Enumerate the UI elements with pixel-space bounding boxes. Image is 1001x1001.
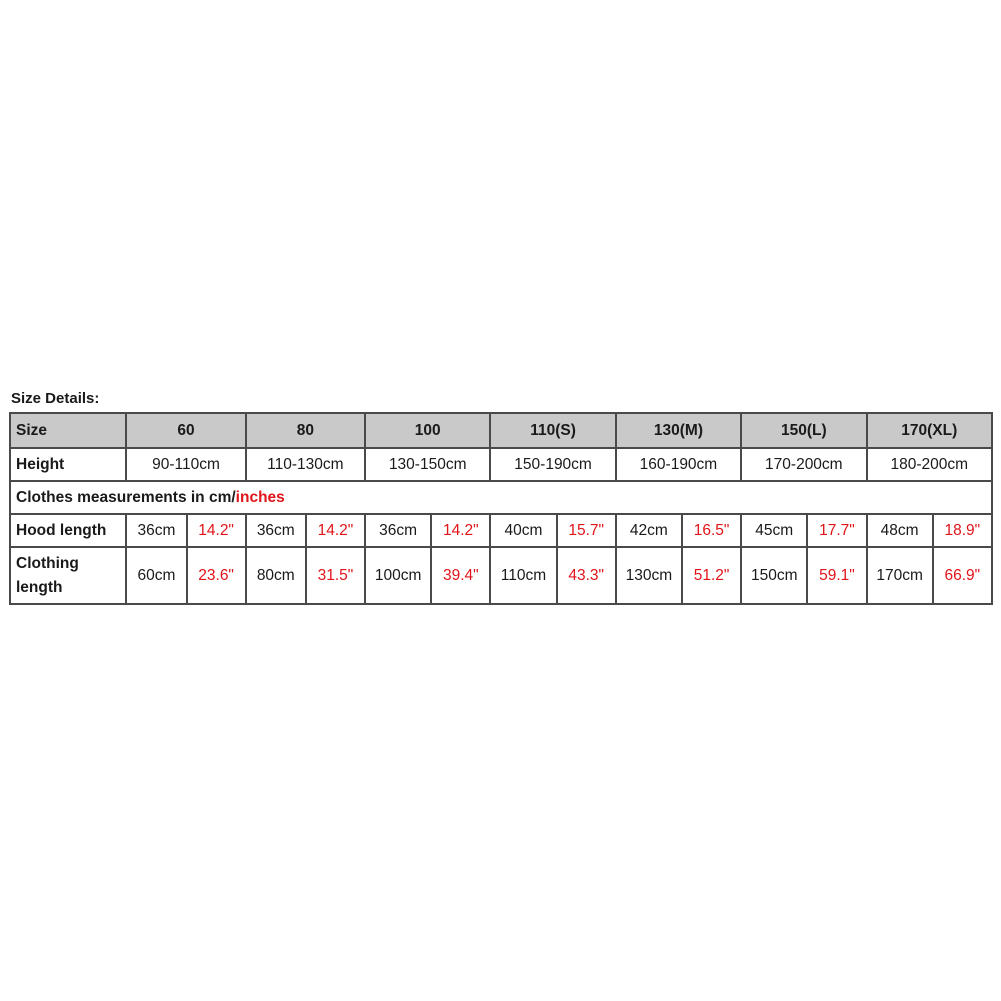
clothing-inch-cell: 43.3"	[557, 547, 616, 604]
size-label: Size	[10, 413, 126, 448]
clothing-inch-cell: 66.9"	[933, 547, 992, 604]
hood-inch-cell: 14.2"	[187, 514, 246, 547]
clothing-inch-cell: 31.5"	[306, 547, 365, 604]
height-cell: 90-110cm	[126, 448, 245, 481]
hood-inch-cell: 17.7"	[807, 514, 866, 547]
hood-cm-cell: 45cm	[741, 514, 807, 547]
size-row	[10, 413, 992, 448]
size-header-cell: 110(S)	[490, 413, 615, 448]
height-cell: 150-190cm	[490, 448, 615, 481]
hood-cm-cell: 48cm	[867, 514, 933, 547]
clothing-cm-cell: 110cm	[490, 547, 556, 604]
clothing-cm-cell: 150cm	[741, 547, 807, 604]
section-inches-highlight: inches	[235, 488, 285, 506]
hood-inch-cell: 18.9"	[933, 514, 992, 547]
size-header-cell: 60	[126, 413, 245, 448]
height-cell: 180-200cm	[867, 448, 993, 481]
size-header-cell: 170(XL)	[867, 413, 993, 448]
hood-cm-cell: 36cm	[365, 514, 431, 547]
clothing-cm-cell: 170cm	[867, 547, 933, 604]
hood-cm-cell: 36cm	[246, 514, 306, 547]
hood-inch-cell: 15.7"	[557, 514, 616, 547]
hood-inch-cell: 14.2"	[306, 514, 365, 547]
clothing-cm-cell: 60cm	[126, 547, 186, 604]
size-details-caption: Size Details:	[11, 390, 100, 407]
hood-cm-cell: 42cm	[616, 514, 682, 547]
hood-cm-cell: 36cm	[126, 514, 186, 547]
clothing-cm-cell: 100cm	[365, 547, 431, 604]
hood-cm-cell: 40cm	[490, 514, 556, 547]
clothing-inch-cell: 51.2"	[682, 547, 741, 604]
height-label: Height	[10, 448, 126, 481]
clothing-cm-cell: 80cm	[246, 547, 306, 604]
hood-length-row	[10, 514, 992, 547]
section-prefix: Clothes measurements in cm/	[16, 488, 236, 506]
size-header-cell: 80	[246, 413, 365, 448]
hood-inch-cell: 14.2"	[431, 514, 490, 547]
clothing-inch-cell: 59.1"	[807, 547, 866, 604]
height-cell: 130-150cm	[365, 448, 490, 481]
measurements-section-row	[10, 481, 992, 514]
clothing-inch-cell: 39.4"	[431, 547, 490, 604]
clothing-cm-cell: 130cm	[616, 547, 682, 604]
measurements-section-heading	[10, 481, 992, 514]
clothing-inch-cell: 23.6"	[187, 547, 246, 604]
height-row	[10, 448, 992, 481]
hood-length-label: Hood length	[10, 514, 126, 547]
size-header-cell: 130(M)	[616, 413, 741, 448]
size-chart-table	[9, 412, 993, 605]
size-header-cell: 150(L)	[741, 413, 866, 448]
size-header-cell: 100	[365, 413, 490, 448]
clothing-length-row	[10, 547, 992, 604]
height-cell: 110-130cm	[246, 448, 365, 481]
clothing-length-label: Clothing length	[10, 547, 126, 604]
hood-inch-cell: 16.5"	[682, 514, 741, 547]
height-cell: 170-200cm	[741, 448, 866, 481]
height-cell: 160-190cm	[616, 448, 741, 481]
